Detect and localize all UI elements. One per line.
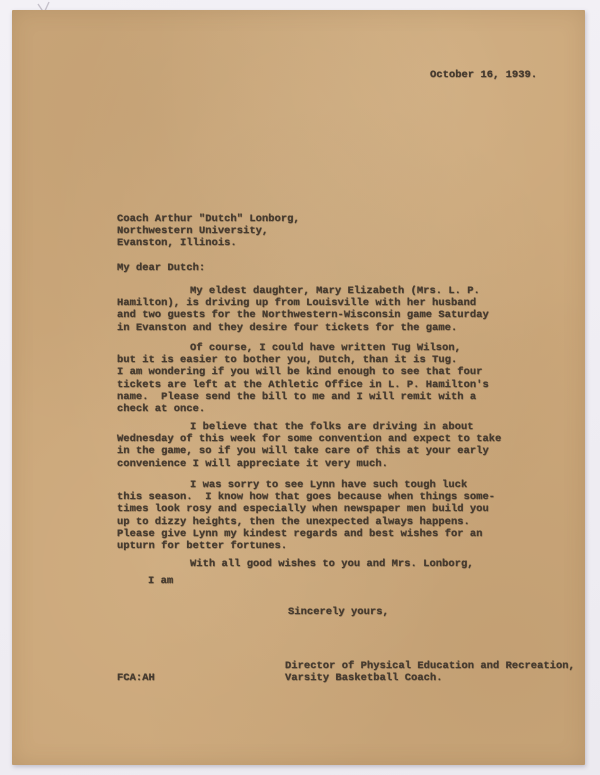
text-line: Evanston, Illinois. xyxy=(117,237,237,250)
typist-initials: FCA:AH xyxy=(117,672,155,684)
salutation: My dear Dutch: xyxy=(117,262,206,274)
text-line: name. Please send the bill to me and I will remit with a xyxy=(117,390,477,403)
paragraph-2 xyxy=(117,342,489,415)
valediction: Sincerely yours, xyxy=(288,606,389,618)
letter-date: October 16, 1939. xyxy=(430,69,538,81)
text-line: Hamilton), is driving up from Louisville with her husband xyxy=(117,297,477,310)
text-line: I am wondering if you will be kind enough to see that four xyxy=(117,366,483,379)
text-line: this season. I know how that goes because when things some- xyxy=(117,491,496,504)
text-line: times look rosy and especially when newspaper men build you xyxy=(117,503,489,516)
text-line: in the game, so if you will take care of this at your early xyxy=(117,445,489,458)
signature-title xyxy=(285,660,575,684)
text-line: I believe that the folks are driving in about xyxy=(190,421,474,433)
text-line: My eldest daughter, Mary Elizabeth (Mrs. L. P. xyxy=(190,285,480,297)
text-line: in Evanston and they desire four tickets for the game. xyxy=(117,321,458,334)
closing-i-am: I am xyxy=(148,575,174,587)
text-line: Please give Lynn my kindest regards and best wishes for an xyxy=(117,527,483,540)
text-line: Varsity Basketball Coach. xyxy=(285,672,443,685)
paragraph-3 xyxy=(117,421,501,470)
text-line: up to dizzy heights, then the unexpected always happens. xyxy=(117,515,470,528)
text-line: check at once. xyxy=(117,403,206,416)
text-line: Director of Physical Education and Recreation, xyxy=(285,660,575,672)
text-line: convenience I will appreciate it very much. xyxy=(117,457,388,470)
text-line: tickets are left at the Athletic Office in L. P. Hamilton's xyxy=(117,378,489,391)
text-line: upturn for better fortunes. xyxy=(117,540,288,553)
closing-line: With all good wishes to you and Mrs. Lonborg, xyxy=(190,558,474,570)
letter-paper xyxy=(12,10,585,765)
text-line: but it is easier to bother you, Dutch, than it is Tug. xyxy=(117,354,458,367)
paragraph-1 xyxy=(117,285,489,334)
text-line: Northwestern University, xyxy=(117,225,269,238)
text-line: Coach Arthur "Dutch" Lonborg, xyxy=(117,213,300,225)
text-line: and two guests for the Northwestern-Wisconsin game Saturday xyxy=(117,309,489,322)
paragraph-4 xyxy=(117,479,495,552)
recipient-address xyxy=(117,213,300,250)
text-line: Wednesday of this week for some convention and expect to take xyxy=(117,433,502,446)
text-line: I was sorry to see Lynn have such tough luck xyxy=(190,479,468,491)
text-line: Of course, I could have written Tug Wilson, xyxy=(190,342,461,354)
